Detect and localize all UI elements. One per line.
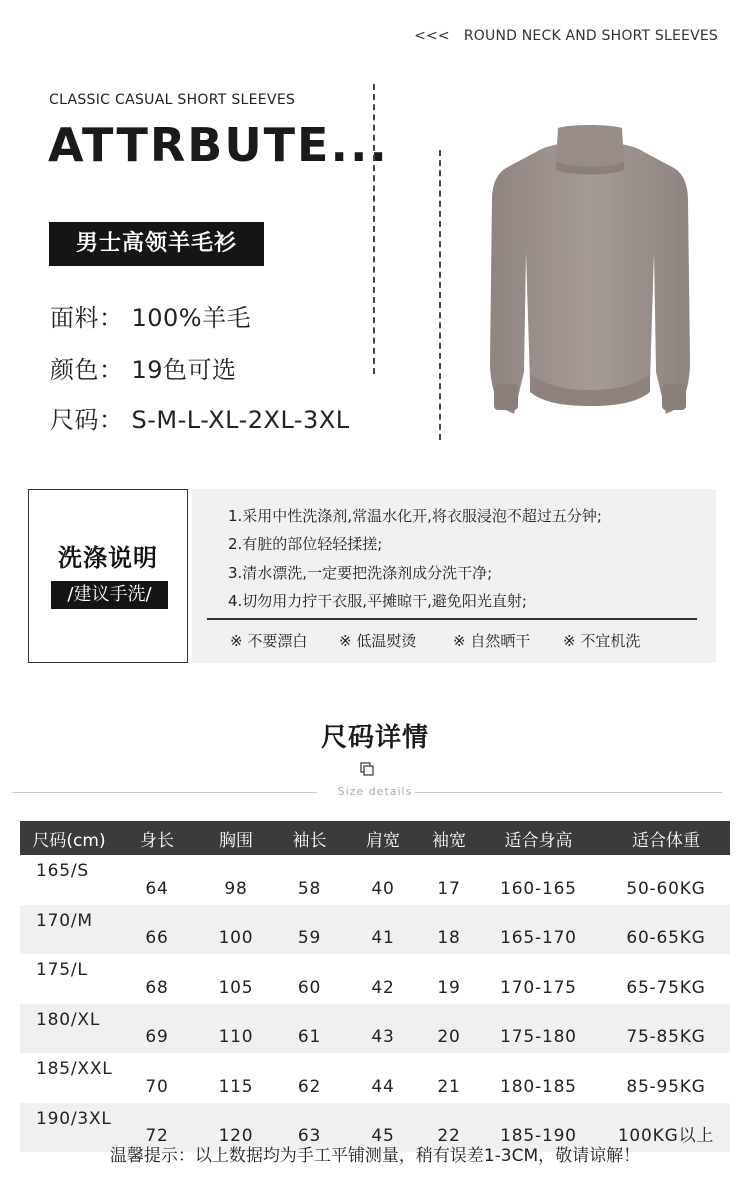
washing-divider bbox=[207, 618, 697, 620]
table-cell: 170/M bbox=[20, 905, 118, 955]
washing-title: 洗涤说明 bbox=[58, 544, 158, 572]
table-cell: 62 bbox=[276, 1053, 343, 1103]
table-cell: 50-60KG bbox=[602, 855, 730, 905]
attribute-value: 100%羊毛 bbox=[131, 304, 252, 332]
washing-note: ※ 不宜机洗 bbox=[563, 632, 641, 650]
table-cell: 40 bbox=[343, 855, 423, 905]
column-header: 胸围 bbox=[196, 821, 276, 855]
table-cell: 61 bbox=[276, 1004, 343, 1054]
attribute-value: 19色可选 bbox=[131, 356, 237, 384]
column-header: 适合体重 bbox=[602, 821, 730, 855]
table-row bbox=[20, 905, 730, 955]
attribute-value: S-M-L-XL-2XL-3XL bbox=[131, 406, 350, 434]
table-cell: 63 bbox=[276, 1103, 343, 1153]
washing-subtitle: /建议手洗/ bbox=[51, 581, 168, 609]
washing-note: ※ 低温熨烫 bbox=[339, 632, 417, 650]
table-cell: 85-95KG bbox=[602, 1053, 730, 1103]
table-cell: 65-75KG bbox=[602, 954, 730, 1004]
table-cell: 175/L bbox=[20, 954, 118, 1004]
size-heading: 尺码详情 bbox=[320, 723, 429, 753]
table-cell: 120 bbox=[196, 1103, 276, 1153]
column-header: 肩宽 bbox=[343, 821, 423, 855]
table-cell: 105 bbox=[196, 954, 276, 1004]
table-cell: 22 bbox=[423, 1103, 475, 1153]
attribute-color bbox=[50, 350, 237, 385]
table-cell: 41 bbox=[343, 905, 423, 955]
attribute-fabric bbox=[50, 298, 251, 333]
size-table bbox=[20, 821, 730, 1152]
table-cell: 185-190 bbox=[475, 1103, 602, 1153]
table-cell: 44 bbox=[343, 1053, 423, 1103]
page-title: ATTRBUTE... bbox=[48, 118, 389, 172]
table-cell: 68 bbox=[118, 954, 196, 1004]
attribute-size bbox=[50, 400, 350, 435]
dashed-divider bbox=[373, 84, 375, 374]
product-name-label: 男士高领羊毛衫 bbox=[49, 222, 264, 266]
table-cell: 20 bbox=[423, 1004, 475, 1054]
footer-note: 温馨提示：以上数据均为手工平铺测量，稍有误差1-3CM，敬请谅解！ bbox=[109, 1146, 641, 1166]
top-link-label: ROUND NECK AND SHORT SLEEVES bbox=[463, 28, 718, 44]
table-row bbox=[20, 954, 730, 1004]
table-cell: 21 bbox=[423, 1053, 475, 1103]
washing-step: 4.切勿用力拧干衣服,平摊晾干,避免阳光直射; bbox=[228, 592, 527, 610]
table-row bbox=[20, 1004, 730, 1054]
table-cell: 110 bbox=[196, 1004, 276, 1054]
table-cell: 165/S bbox=[20, 855, 118, 905]
table-cell: 66 bbox=[118, 905, 196, 955]
table-cell: 165-170 bbox=[475, 905, 602, 955]
column-header: 袖长 bbox=[276, 821, 343, 855]
table-cell: 45 bbox=[343, 1103, 423, 1153]
table-cell: 43 bbox=[343, 1004, 423, 1054]
table-cell: 19 bbox=[423, 954, 475, 1004]
column-header: 尺码(cm) bbox=[20, 821, 118, 855]
table-header-row bbox=[20, 821, 730, 855]
table-cell: 185/XXL bbox=[20, 1053, 118, 1103]
table-cell: 59 bbox=[276, 905, 343, 955]
attribute-key: 颜色： bbox=[50, 356, 124, 384]
chevron-left-icon: <<< bbox=[414, 28, 450, 44]
washing-step: 3.清水漂洗,一定要把洗涤剂成分洗干净; bbox=[228, 564, 493, 582]
turtleneck-sweater-icon bbox=[478, 122, 702, 422]
table-cell: 100KG以上 bbox=[602, 1103, 730, 1153]
column-header: 袖宽 bbox=[423, 821, 475, 855]
table-cell: 18 bbox=[423, 905, 475, 955]
table-cell: 72 bbox=[118, 1103, 196, 1153]
table-row bbox=[20, 1053, 730, 1103]
table-cell: 58 bbox=[276, 855, 343, 905]
table-cell: 115 bbox=[196, 1053, 276, 1103]
table-cell: 42 bbox=[343, 954, 423, 1004]
subtitle: CLASSIC CASUAL SHORT SLEEVES bbox=[49, 92, 296, 108]
attribute-key: 面料： bbox=[50, 304, 124, 332]
top-link[interactable] bbox=[414, 28, 718, 44]
copy-icon bbox=[360, 762, 374, 776]
table-cell: 100 bbox=[196, 905, 276, 955]
column-header: 身长 bbox=[118, 821, 196, 855]
table-cell: 60 bbox=[276, 954, 343, 1004]
washing-note: ※ 不要漂白 bbox=[230, 632, 308, 650]
table-cell: 98 bbox=[196, 855, 276, 905]
table-cell: 70 bbox=[118, 1053, 196, 1103]
table-cell: 75-85KG bbox=[602, 1004, 730, 1054]
table-cell: 60-65KG bbox=[602, 905, 730, 955]
dashed-divider bbox=[439, 150, 441, 440]
attribute-key: 尺码： bbox=[50, 406, 124, 434]
table-cell: 64 bbox=[118, 855, 196, 905]
washing-note: ※ 自然晒干 bbox=[453, 632, 531, 650]
washing-step: 2.有脏的部位轻轻揉搓; bbox=[228, 535, 383, 553]
table-cell: 69 bbox=[118, 1004, 196, 1054]
column-header: 适合身高 bbox=[475, 821, 602, 855]
table-cell: 160-165 bbox=[475, 855, 602, 905]
table-cell: 175-180 bbox=[475, 1004, 602, 1054]
table-row bbox=[20, 855, 730, 905]
washing-step: 1.采用中性洗涤剂,常温水化开,将衣服浸泡不超过五分钟; bbox=[228, 507, 602, 525]
washing-title-box bbox=[28, 489, 188, 663]
table-cell: 190/3XL bbox=[20, 1103, 118, 1153]
table-cell: 180/XL bbox=[20, 1004, 118, 1054]
table-cell: 17 bbox=[423, 855, 475, 905]
table-cell: 180-185 bbox=[475, 1053, 602, 1103]
table-cell: 170-175 bbox=[475, 954, 602, 1004]
size-subheading: Size details bbox=[337, 785, 413, 798]
